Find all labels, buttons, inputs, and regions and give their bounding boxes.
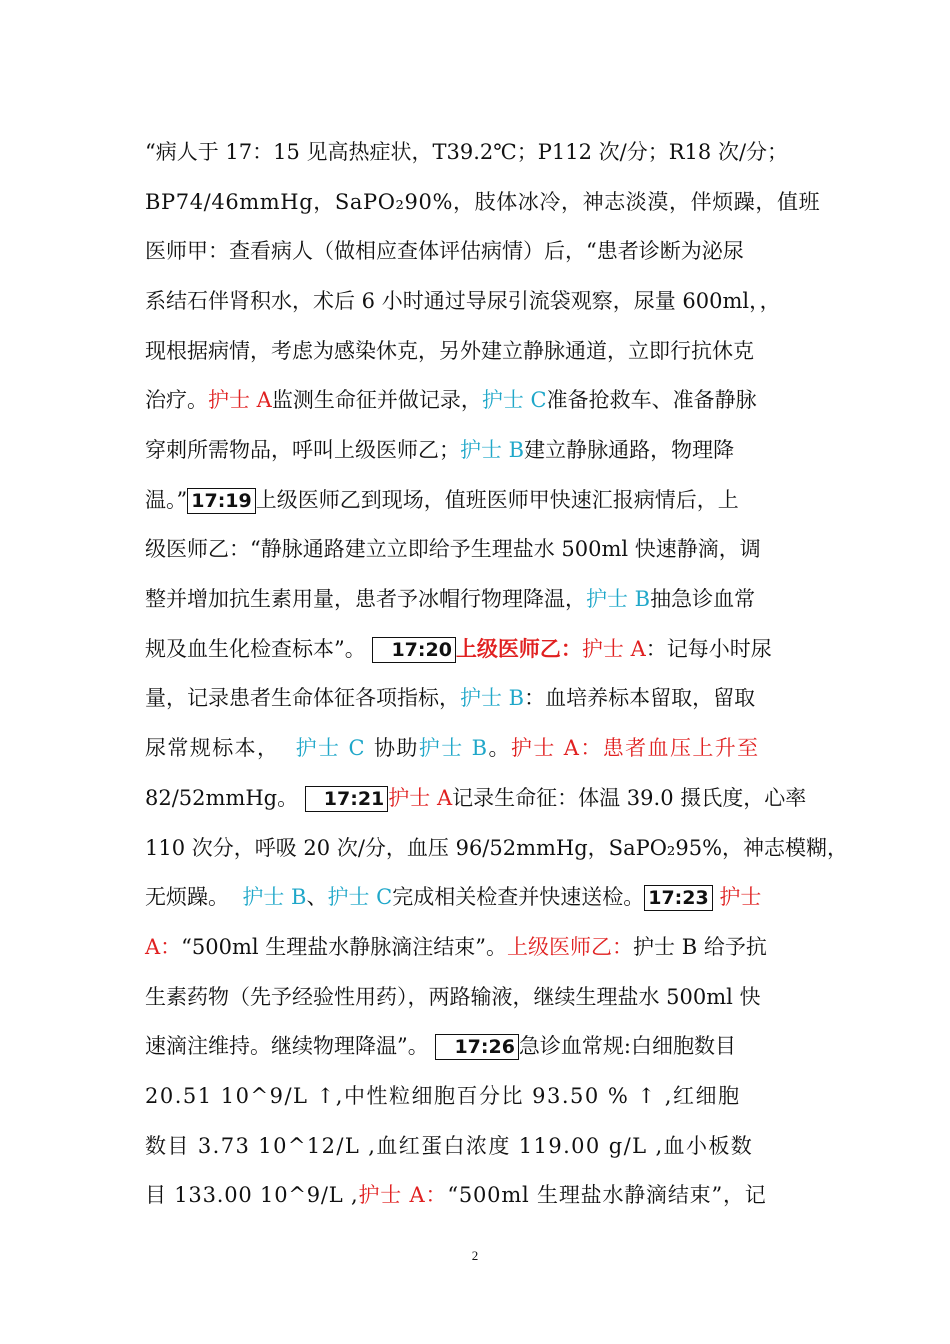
text-line: 量，记录患者生命体征各项指标，护士 B：血培养标本留取，留取 (145, 686, 756, 710)
nurse-c-label: 护士 C (327, 885, 393, 909)
timestamp-box: 17:21 (305, 786, 388, 812)
senior-doctor-label: 上级医师乙： (507, 935, 634, 959)
text-line: 数目 3.73 10^12/L ,血红蛋白浓度 119.00 g/L ,血小板数 (145, 1134, 754, 1158)
nurse-b-label: 护士 B (586, 587, 651, 611)
text-line: “病人于 17：15 见高热症状，T39.2℃；P112 次/分；R18 次/分； (145, 140, 789, 164)
nurse-c-label: 护士 C (295, 736, 366, 760)
text-line: 级医师乙：“静脉通路建立立即给予生理盐水 500ml 快速静滴，调 (145, 537, 761, 561)
nurse-a-label: 护士 A (581, 637, 646, 661)
nurse-b-label: 护士 B (460, 438, 525, 462)
text-line: 现根据病情，考虑为感染休克，另外建立静脉通道，立即行抗休克 (145, 339, 754, 363)
text-line: 规及血生化检查标本”。 17:20 上级医师乙：护士 A：记每小时尿 (145, 636, 772, 661)
nurse-a-label: 护士 A： (358, 1183, 448, 1207)
text-line: 温。” 17:19 上级医师乙到现场，值班医师甲快速汇报病情后，上 (145, 488, 739, 512)
text-line: 整并增加抗生素用量，患者予冰帽行物理降温，护士 B抽急诊血常 (145, 587, 756, 611)
text-line: 尿常规标本， 护士 C 协助护士 B。护士 A：患者血压上升至 (145, 736, 760, 760)
nurse-b-label: 护士 B (242, 885, 307, 909)
timestamp-box: 17:26 (435, 1034, 518, 1060)
nurse-a-label: 护士 (719, 885, 762, 909)
senior-doctor-label: 上级医师乙： (455, 636, 582, 661)
text-line: 20.51 10^9/L ↑,中性粒细胞百分比 93.50 % ↑ ,红细胞 (145, 1084, 741, 1108)
nurse-a-label: 护士 A (388, 786, 453, 810)
nurse-c-label: 护士 C (481, 388, 547, 412)
text-line: 穿刺所需物品，呼叫上级医师乙；护士 B建立静脉通路，物理降 (145, 438, 735, 462)
nurse-a-label: A： (145, 935, 182, 959)
nurse-b-label: 护士 B (418, 736, 489, 760)
page-number: 2 (471, 1248, 479, 1263)
text-line: 生素药物（先予经验性用药），两路输液，继续生理盐水 500ml 快 (145, 985, 761, 1009)
timestamp-box: 17:20 (372, 637, 455, 663)
nurse-a-label: 护士 A：患者血压上升至 (510, 736, 760, 760)
nurse-a-label: 护士 A (208, 388, 272, 412)
text-line: 速滴注维持。继续物理降温”。 17:26 急诊血常规:白细胞数目 (145, 1034, 736, 1058)
text-line: A：“500ml 生理盐水静脉滴注结束”。上级医师乙：护士 B 给予抗 (145, 935, 767, 959)
text-line: 医师甲：查看病人（做相应查体评估病情）后，“患者诊断为泌尿 (145, 239, 744, 263)
nurse-b-label: 护士 B (460, 686, 525, 710)
timestamp-box: 17:23 (644, 885, 712, 911)
text-line: 82/52mmHg。 17:21 护士 A记录生命征：体温 39.0 摄氏度，心率 (145, 786, 807, 810)
text-line: 系结石伴肾积水，术后 6 小时通过导尿引流袋观察，尿量 600ml，， (145, 289, 781, 313)
timestamp-box: 17:19 (187, 488, 255, 514)
text-line: 目 133.00 10^9/L ,护士 A：“500ml 生理盐水静滴结束”，记 (145, 1183, 767, 1207)
text-line: 110 次分，呼吸 20 次/分，血压 96/52mmHg，SaPO₂95%，神志模糊， (145, 836, 849, 860)
text-line: 治疗。护士 A监测生命征并做记录，护士 C准备抢救车、准备静脉 (145, 388, 757, 412)
text-line: BP74/46mmHg，SaPO₂90%，肢体冰冷，神志淡漠，伴烦躁，值班 (145, 190, 821, 214)
text-line: 无烦躁。 护士 B、护士 C完成相关检查并快速送检。 17:23 护士 (145, 885, 762, 909)
